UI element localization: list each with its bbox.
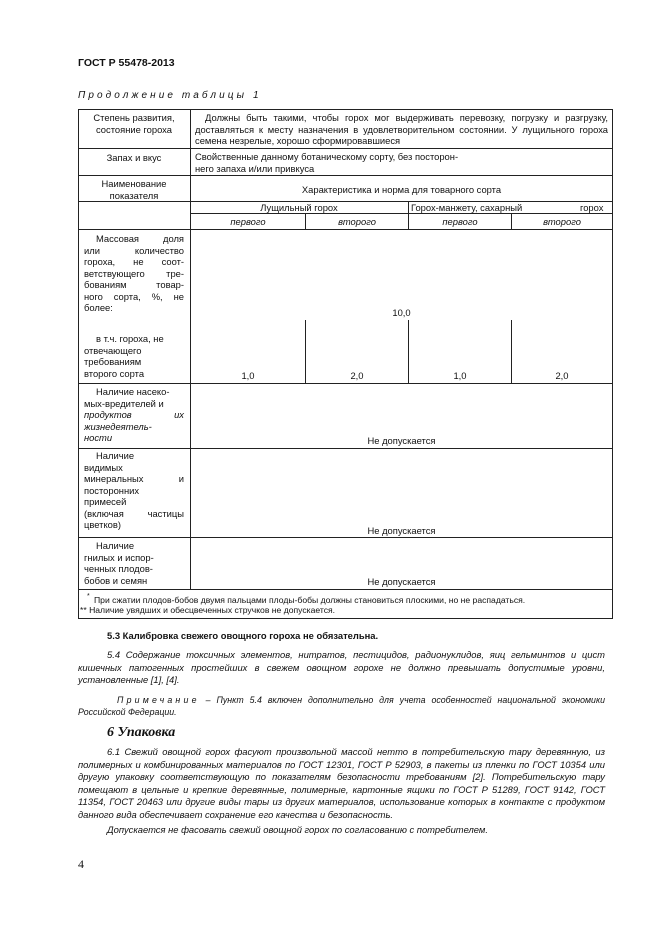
row-incl-value-first-2: 1,0 — [453, 370, 467, 381]
row-mass-label-line: или количество — [84, 244, 184, 256]
row-smell-text-line1: Свойственные данному ботаническому сорту, без посторон- — [195, 151, 459, 162]
row-rot-label-line: Наличие — [96, 540, 135, 551]
row-development-label: Степень развития, состояние гороха — [93, 112, 175, 135]
row-mass-label-line: Массовая доля — [96, 233, 184, 244]
header-grade-first-1: первого — [230, 216, 266, 227]
header-characteristic: Характеристика и норма для товарного сорта — [301, 184, 502, 195]
row-mass-label-line: ветствующего тре- — [84, 267, 184, 279]
row-minerals-label-line: посторонних — [84, 484, 140, 496]
section-5-4: 5.4 Содержание токсичных элементов, нитратов, пестицидов, радионуклидов, яиц гельминтов и цист кишечных патогенных простейших в свежем овощном горохе не должно превышать допустимые уровни, установленные [1], [4]. — [78, 649, 605, 686]
row-minerals-label-line: минеральных и — [84, 473, 184, 484]
row-minerals-value: Не допускается — [367, 525, 436, 536]
row-mass-value: 10,0 — [392, 307, 411, 318]
row-rot-label-line: гнилых и испор- — [84, 551, 154, 563]
note-paragraph — [78, 694, 605, 718]
row-pests-label-line: ности — [84, 432, 113, 443]
row-mass-label-line: ного сорта, %, не — [84, 290, 184, 302]
header-indicator-name: Наименование показателя — [101, 178, 167, 201]
header-grade-second-2: второго — [543, 216, 581, 227]
row-incl-value-second-2: 2,0 — [555, 370, 569, 381]
row-pests-label-line: жизнедеятель- — [84, 420, 152, 432]
row-smell-label: Запах и вкус — [106, 152, 162, 163]
header-group-shelling-pea: Лущильный горох — [260, 202, 338, 213]
row-incl-label-line: требованиям — [84, 356, 142, 367]
section-6-1: 6.1 Свежий овощной горох фасуют произвольной массой нетто в потребительскую тару деревянную, из полимерных и комбинированных материалов по ГОСТ 12301, ГОСТ Р 52903, в пакеты из пленки по ГОСТ 10354 или другую упаковку соответствующую по показателям безопасности требованиям [2]. Потребительскую тару помещают в цельные и крепкие деревянные, полимерные, картонные ящики по ГОСТ Р 51289, ГОСТ 9142, ГОСТ 11354, ГОСТ 20463 или другие виды тары из других материалов, использование которых в контакте с продуктом данного вида обеспечивает сохранение его качества и безопасность. — [78, 746, 605, 820]
row-mass-label-line: бованиям товар- — [84, 279, 184, 290]
row-minerals-label-line: видимых — [84, 461, 123, 473]
header-group-sugar-pea-tail: горох — [580, 202, 604, 213]
row-minerals-label-line: примесей — [84, 496, 127, 507]
row-incl-label-line: отвечающего — [84, 344, 142, 356]
row-minerals-label-line: цветков) — [84, 519, 121, 530]
row-development-text: Должны быть такими, чтобы горох мог выдерживать перевозку, погрузку и разгрузку, доставляться к месту назначения в удовлетворительном состоянии. У лущильного гороха семена незрелые, хорошо сформировавшиеся — [195, 112, 608, 146]
row-pests-label-line: мых-вредителей и — [84, 397, 164, 409]
note-text: – Пункт 5.4 включен дополнительно для учета особенностей национальной экономики Российской Федерации. — [78, 695, 605, 717]
row-rot-value: Не допускается — [367, 576, 436, 587]
row-pests-value: Не допускается — [367, 435, 436, 446]
footnote-1-mark: * — [87, 593, 90, 600]
row-incl-label-line: в т.ч. гороха, не — [96, 333, 164, 344]
row-incl-value-second-1: 2,0 — [350, 370, 364, 381]
page-number: 4 — [78, 857, 84, 871]
document-code: ГОСТ Р 55478-2013 — [78, 57, 175, 69]
row-minerals-label-line: Наличие — [96, 450, 135, 461]
row-minerals-label-line: (включая частицы — [84, 507, 184, 519]
row-incl-value-first-1: 1,0 — [241, 370, 255, 381]
row-rot-label-line: ченных плодов- — [84, 563, 153, 574]
section-6-1-addendum: Допускается не фасовать свежий овощной горох по согласованию с потребителем. — [107, 823, 488, 835]
header-grade-second-1: второго — [338, 216, 376, 227]
row-mass-label-line: более: — [84, 302, 113, 313]
table-continuation-caption: Продолжение таблицы 1 — [78, 90, 262, 101]
section-6-title: 6 Упаковка — [107, 725, 176, 740]
row-mass-label-line: гороха, не соот- — [84, 256, 184, 267]
note-label: Примечание — [117, 695, 200, 705]
header-grade-first-2: первого — [442, 216, 478, 227]
row-incl-label-line: второго сорта — [84, 367, 145, 379]
row-pests-label-line: продуктов их — [84, 409, 184, 420]
row-rot-label-line: бобов и семян — [84, 574, 148, 586]
footnote-1: При сжатии плодов-бобов двумя пальцами плоды-бобы должны становиться плоскими, но не распадаться. — [94, 595, 526, 605]
header-group-sugar-pea: Горох-манжету, сахарный — [411, 202, 523, 213]
row-smell-text-line2: него запаха и/или привкуса — [195, 163, 315, 174]
footnote-2: ** Наличие увядших и обесцвеченных стручков не допускается. — [80, 605, 336, 615]
row-pests-label-line: Наличие насеко- — [96, 386, 170, 397]
section-5-3: 5.3 Калибровка свежего овощного гороха не обязательна. — [107, 630, 379, 641]
